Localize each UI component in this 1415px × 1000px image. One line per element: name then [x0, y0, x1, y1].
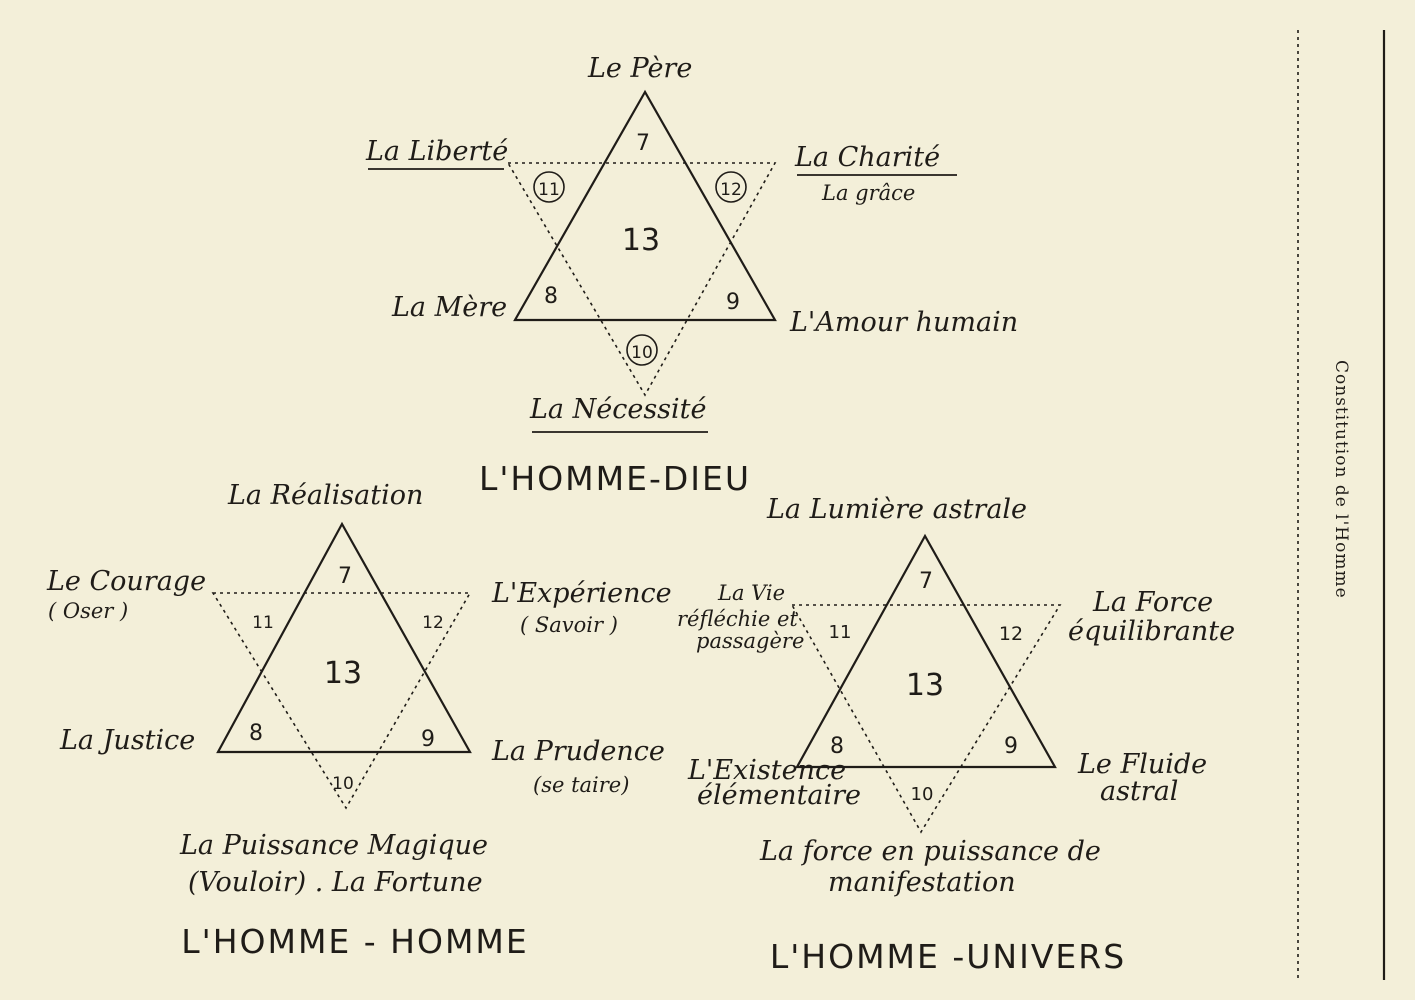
homme-dieu-num-bottom: 10	[631, 343, 653, 363]
homme-univers-num-top: 7	[919, 569, 933, 594]
homme-dieu-num-center: 13	[621, 223, 661, 258]
homme-dieu-num-right: 9	[726, 290, 740, 315]
homme-homme-caption: L'HOMME - HOMME	[181, 922, 529, 961]
homme-univers-label-upper-left-2: réfléchie et	[677, 607, 798, 631]
homme-homme-main-triangle	[218, 524, 470, 752]
homme-dieu-diagram	[365, 53, 1018, 498]
homme-dieu-num-upper-right: 12	[720, 180, 742, 200]
homme-homme-num-upper-left: 11	[252, 613, 274, 633]
homme-homme-label-lower-left: La Justice	[60, 725, 196, 756]
homme-dieu-num-upper-left: 11	[538, 180, 560, 200]
homme-univers-label-upper-left-1: La Vie	[718, 581, 786, 605]
homme-dieu-label-upper-left: La Liberté	[366, 136, 509, 167]
homme-dieu-label-lower-right: L'Amour humain	[790, 307, 1019, 338]
homme-univers-num-right: 9	[1004, 734, 1018, 759]
homme-dieu-label-bottom: La Nécessité	[530, 394, 707, 425]
homme-univers-num-upper-right: 12	[998, 623, 1024, 645]
homme-dieu-label-top: Le Père	[588, 53, 693, 84]
homme-univers-caption: L'HOMME -UNIVERS	[769, 937, 1127, 976]
side-title: Constitution de l'Homme	[1331, 360, 1351, 599]
homme-dieu-num-top: 7	[636, 131, 650, 156]
homme-homme-label-lower-right-sub: (se taire)	[533, 773, 630, 797]
homme-univers-num-bottom: 10	[910, 784, 934, 805]
homme-dieu-label-lower-left: La Mère	[392, 292, 508, 323]
homme-homme-num-right: 9	[421, 727, 435, 752]
homme-dieu-label-upper-right-sub: La grâce	[822, 181, 916, 205]
homme-homme-label-upper-left: Le Courage	[47, 566, 207, 597]
homme-homme-num-upper-right: 12	[422, 613, 444, 633]
homme-univers-diagram	[677, 494, 1235, 976]
homme-univers-label-lower-left-sub: élémentaire	[697, 780, 862, 811]
homme-univers-num-upper-left: 11	[828, 622, 852, 643]
homme-univers-label-bottom: La force en puissance de	[760, 836, 1101, 867]
homme-homme-label-upper-right-sub: ( Savoir )	[520, 613, 618, 637]
homme-univers-label-lower-right-sub: astral	[1100, 776, 1179, 807]
homme-homme-label-lower-right: La Prudence	[492, 736, 665, 767]
homme-homme-label-top: La Réalisation	[228, 480, 424, 511]
homme-univers-label-upper-right-sub: équilibrante	[1068, 616, 1236, 647]
homme-homme-label-bottom-sub: (Vouloir) . La Fortune	[188, 867, 483, 898]
homme-homme-label-upper-right: L'Expérience	[492, 578, 672, 609]
homme-homme-label-bottom: La Puissance Magique	[180, 830, 488, 861]
homme-homme-num-left: 8	[249, 721, 263, 746]
homme-dieu-caption: L'HOMME-DIEU	[478, 459, 752, 498]
homme-univers-label-lower-left: L'Existence	[688, 755, 847, 786]
homme-homme-num-center: 13	[323, 656, 363, 691]
homme-dieu-label-upper-right: La Charité	[795, 142, 941, 173]
homme-homme-label-upper-left-sub: ( Oser )	[48, 599, 129, 623]
homme-univers-label-upper-right: La Force	[1093, 587, 1214, 618]
homme-homme-num-top: 7	[338, 564, 352, 589]
homme-homme-diagram	[46, 480, 672, 961]
homme-homme-num-bottom: 10	[332, 774, 354, 794]
homme-univers-label-upper-left-3: passagère	[696, 629, 805, 653]
homme-univers-label-bottom-sub: manifestation	[828, 867, 1016, 898]
homme-dieu-num-left: 8	[544, 284, 558, 309]
homme-univers-num-center: 13	[905, 668, 945, 703]
homme-univers-label-top: La Lumière astrale	[767, 494, 1028, 525]
homme-univers-num-left: 8	[830, 734, 844, 759]
homme-univers-label-lower-right: Le Fluide	[1078, 749, 1208, 780]
